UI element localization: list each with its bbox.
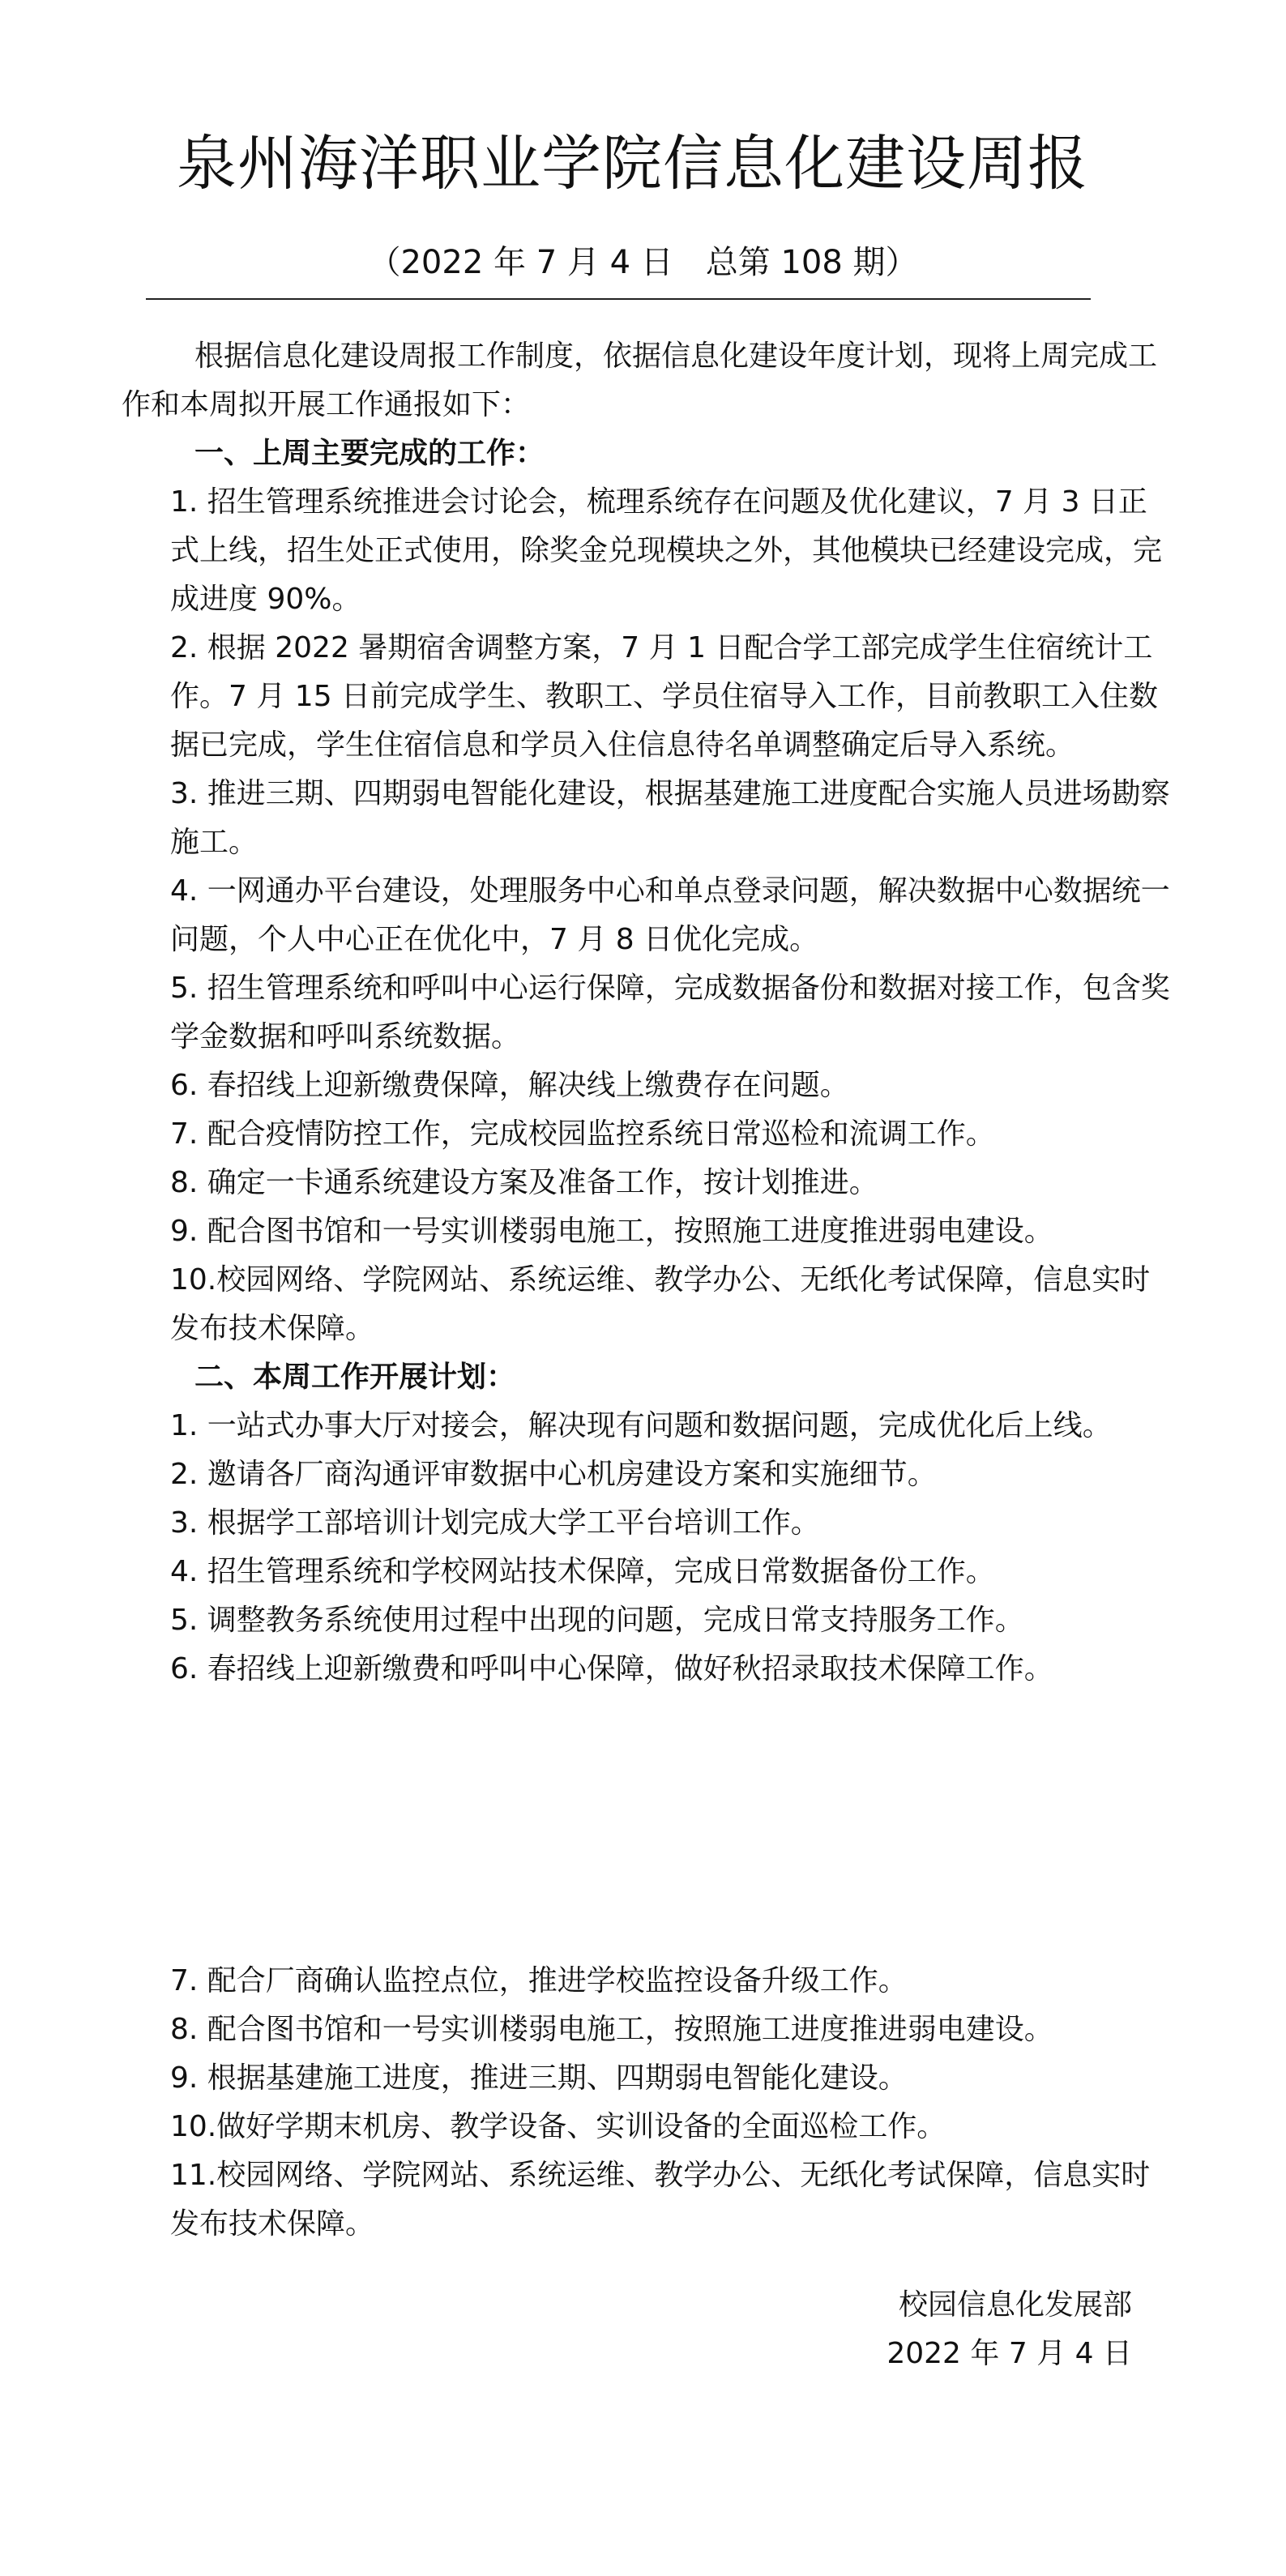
list-item: 8. 确定一卡通系统建设方案及准备工作，按计划推进。 [170, 1166, 878, 1199]
list-item: 1. 一站式办事大厅对接会，解决现有问题和数据问题，完成优化后上线。 [170, 1409, 1112, 1442]
report-title: 泉州海洋职业学院信息化建设周报 [177, 129, 1088, 199]
section-heading-this-week: 二、本周工作开展计划： [194, 1361, 516, 1394]
list-item: 10.校园网络、学院网站、系统运维、教学办公、无纸化考试保障，信息实时发布技术保障。 [170, 1263, 1151, 1345]
list-item: 11.校园网络、学院网站、系统运维、教学办公、无纸化考试保障，信息实时发布技术保障。 [170, 2159, 1151, 2241]
list-item: 5. 招生管理系统和呼叫中心运行保障，完成数据备份和数据对接工作，包含奖学金数据和呼叫系统数据。 [170, 972, 1170, 1053]
list-item: 3. 根据学工部培训计划完成大学工平台培训工作。 [170, 1506, 820, 1540]
list-item: 7. 配合厂商确认监控点位，推进学校监控设备升级工作。 [170, 1964, 908, 1997]
list-item: 5. 调整教务系统使用过程中出现的问题，完成日常支持服务工作。 [170, 1604, 1024, 1637]
list-item: 9. 配合图书馆和一号实训楼弱电施工，按照施工进度推进弱电建设。 [170, 1215, 1053, 1248]
report-body-continued [122, 1957, 1175, 2249]
list-item: 9. 根据基建施工进度，推进三期、四期弱电智能化建设。 [170, 2061, 908, 2095]
signature-block [887, 2281, 1132, 2378]
list-item: 3. 推进三期、四期弱电智能化建设，根据基建施工进度配合实施人员进场勘察施工。 [170, 777, 1170, 859]
intro-paragraph: 根据信息化建设周报工作制度，依据信息化建设年度计划，现将上周完成工作和本周拟开展工作通报如下： [122, 340, 1158, 421]
list-item: 1. 招生管理系统推进会讨论会，梳理系统存在问题及优化建议，7 月 3 日正式上线，招生处正式使用，除奖金兑现模块之外，其他模块已经建设完成，完成进度 90%。 [170, 485, 1163, 616]
title-divider [146, 298, 1091, 300]
list-item: 2. 邀请各厂商沟通评审数据中心机房建设方案和实施细节。 [170, 1458, 937, 1491]
list-item: 4. 一网通办平台建设，处理服务中心和单点登录问题，解决数据中心数据统一问题，个人中心正在优化中，7 月 8 日优化完成。 [170, 874, 1170, 956]
list-item: 7. 配合疫情防控工作，完成校园监控系统日常巡检和流调工作。 [170, 1117, 995, 1151]
signature-date: 2022 年 7 月 4 日 [887, 2337, 1132, 2370]
report-subtitle: （2022 年 7 月 4 日 总第 108 期） [368, 244, 918, 281]
list-item: 10.做好学期末机房、教学设备、实训设备的全面巡检工作。 [170, 2110, 946, 2143]
list-item: 6. 春招线上迎新缴费和呼叫中心保障，做好秋招录取技术保障工作。 [170, 1652, 1053, 1685]
list-item: 6. 春招线上迎新缴费保障，解决线上缴费存在问题。 [170, 1069, 849, 1102]
list-item: 2. 根据 2022 暑期宿舍调整方案，7 月 1 日配合学工部完成学生住宿统计工作。7 月 15 日前完成学生、教职工、学员住宿导入工作，目前教职工入住数据已完成，学生住宿信息和学员入住信息待名单调整确定后导入系统。 [170, 631, 1159, 762]
list-item: 4. 招生管理系统和学校网站技术保障，完成日常数据备份工作。 [170, 1555, 995, 1588]
section-heading-last-week: 一、上周主要完成的工作： [194, 437, 545, 470]
report-body [122, 332, 1175, 1694]
list-item: 8. 配合图书馆和一号实训楼弱电施工，按照施工进度推进弱电建设。 [170, 2013, 1053, 2046]
signature-department: 校园信息化发展部 [898, 2288, 1132, 2322]
